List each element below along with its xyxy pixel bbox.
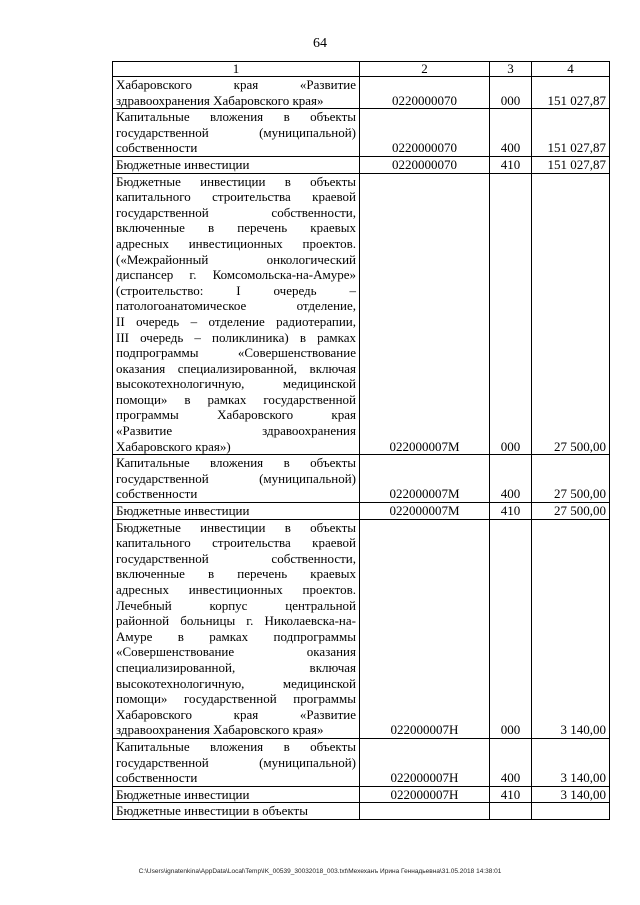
row-name-cell: [113, 503, 360, 520]
row-name-line: районной больницы г. Николаевска-на-: [116, 613, 356, 629]
row-type-cell: 000: [490, 519, 532, 738]
row-sum-cell: 151 027,87: [532, 77, 610, 109]
row-name-line: помощи» государственной программы: [116, 691, 356, 707]
row-sum-cell: 151 027,87: [532, 156, 610, 173]
row-name-cell: [113, 455, 360, 503]
row-name-line: Бюджетные инвестиции в объекты: [116, 173, 356, 189]
table-row: [113, 109, 610, 157]
row-sum-cell: 3 140,00: [532, 786, 610, 803]
row-name-line: Бюджетные инвестиции: [116, 786, 250, 802]
row-name-line: высокотехнологичную, медицинской: [116, 675, 356, 691]
row-name-line: Капитальные вложения в объекты: [116, 109, 356, 125]
file-path-footer: C:\Users\ignatenkina\AppData\Local\Temp\IK_00539_30032018_003.txt\Мехеханъ Ирина Геннадьевна\31.05.2018 14:38:01: [138, 868, 502, 875]
row-name-line: Бюджетные инвестиции: [116, 156, 250, 172]
row-name-line: государственной (муниципальной): [116, 470, 356, 486]
row-name-cell: [113, 77, 360, 109]
row-name-line: диспансер г. Комсомольска-на-Амуре»: [116, 267, 356, 283]
row-name-line: программы Хабаровского края: [116, 407, 356, 423]
row-name-line: государственной собственности,: [116, 204, 356, 220]
row-sum-cell: 27 500,00: [532, 503, 610, 520]
row-name-line: Бюджетные инвестиции: [116, 503, 250, 519]
row-name-cell: [113, 156, 360, 173]
row-type-cell: [490, 803, 532, 820]
budget-table: [112, 61, 610, 820]
row-name-line: собственности: [116, 486, 198, 502]
row-name-line: Капитальные вложения в объекты: [116, 455, 356, 471]
table-row: [113, 77, 610, 109]
row-type-cell: 400: [490, 455, 532, 503]
row-name-line: адресных инвестиционных проектов.: [116, 235, 356, 251]
column-header-2: 2: [360, 62, 490, 77]
table-row: [113, 738, 610, 786]
row-name-line: высокотехнологичную, медицинской: [116, 376, 356, 392]
column-header-4: 4: [532, 62, 610, 77]
row-name-line: Амуре в рамках подпрограммы: [116, 628, 356, 644]
row-name-cell: [113, 786, 360, 803]
row-name-cell: [113, 519, 360, 738]
row-name-line: включенные в перечень краевых: [116, 220, 356, 236]
row-name-line: государственной собственности,: [116, 550, 356, 566]
row-code-cell: 022000007М: [360, 173, 490, 455]
row-sum-cell: [532, 803, 610, 820]
table-row: [113, 803, 610, 820]
row-sum-cell: 3 140,00: [532, 738, 610, 786]
row-name-line: Капитальные вложения в объекты: [116, 738, 356, 754]
row-code-cell: 0220000070: [360, 109, 490, 157]
row-name-line: подпрограммы «Совершенствование: [116, 345, 356, 361]
row-name-line: Хабаровского края»): [116, 438, 231, 454]
row-name-line: Бюджетные инвестиции в объекты: [116, 803, 308, 819]
row-name-line: капитального строительства краевой: [116, 535, 356, 551]
row-code-cell: 022000007Н: [360, 519, 490, 738]
table-row: [113, 156, 610, 173]
table-row: [113, 455, 610, 503]
row-type-cell: 410: [490, 786, 532, 803]
row-name-line: капитального строительства краевой: [116, 189, 356, 205]
row-name-line: здравоохранения Хабаровского края»: [116, 92, 324, 108]
table-row: [113, 519, 610, 738]
row-name-cell: [113, 109, 360, 157]
row-type-cell: 410: [490, 156, 532, 173]
table-row: [113, 173, 610, 455]
row-name-line: II очередь – отделение радиотерапии,: [116, 313, 356, 329]
row-name-line: собственности: [116, 770, 198, 786]
row-name-line: здравоохранения Хабаровского края»: [116, 722, 324, 738]
row-name-cell: [113, 173, 360, 455]
row-code-cell: 022000007М: [360, 503, 490, 520]
row-name-line: Бюджетные инвестиции в объекты: [116, 519, 356, 535]
row-name-line: собственности: [116, 140, 198, 156]
row-name-line: включенные в перечень краевых: [116, 566, 356, 582]
row-name-line: (строительство: I очередь –: [116, 282, 356, 298]
row-type-cell: 000: [490, 77, 532, 109]
row-type-cell: 400: [490, 109, 532, 157]
table-row: [113, 503, 610, 520]
row-sum-cell: 3 140,00: [532, 519, 610, 738]
page-number: 64: [313, 36, 327, 51]
row-name-line: государственной (муниципальной): [116, 124, 356, 140]
row-name-line: адресных инвестиционных проектов.: [116, 582, 356, 597]
row-name-line: Хабаровского края «Развитие: [116, 77, 356, 92]
row-code-cell: 022000007Н: [360, 738, 490, 786]
row-name-cell: [113, 803, 360, 820]
row-sum-cell: 27 500,00: [532, 455, 610, 503]
column-header-3: 3: [490, 62, 532, 77]
row-sum-cell: 27 500,00: [532, 173, 610, 455]
column-header-1: 1: [113, 62, 360, 77]
row-sum-cell: 151 027,87: [532, 109, 610, 157]
row-name-cell: [113, 738, 360, 786]
row-name-line: патологоанатомическое отделение,: [116, 298, 356, 314]
row-code-cell: 0220000070: [360, 156, 490, 173]
row-name-line: «Совершенствование оказания: [116, 644, 356, 660]
row-code-cell: [360, 803, 490, 820]
row-type-cell: 400: [490, 738, 532, 786]
row-name-line: Хабаровского края «Развитие: [116, 706, 356, 722]
row-name-line: государственной (муниципальной): [116, 754, 356, 770]
row-name-line: («Межрайонный онкологический: [116, 251, 356, 267]
row-code-cell: 022000007М: [360, 455, 490, 503]
row-type-cell: 000: [490, 173, 532, 455]
row-name-line: Лечебный корпус центральной: [116, 597, 356, 613]
row-name-line: оказания специализированной, включая: [116, 360, 356, 376]
row-type-cell: 410: [490, 503, 532, 520]
row-name-line: помощи» в рамках государственной: [116, 391, 356, 407]
row-name-line: «Развитие здравоохранения: [116, 423, 356, 439]
row-name-line: III очередь – поликлиника) в рамках: [116, 329, 356, 345]
table-row: [113, 786, 610, 803]
table-header-row: [113, 62, 610, 77]
row-name-line: специализированной, включая: [116, 659, 356, 675]
row-code-cell: 0220000070: [360, 77, 490, 109]
row-code-cell: 022000007Н: [360, 786, 490, 803]
